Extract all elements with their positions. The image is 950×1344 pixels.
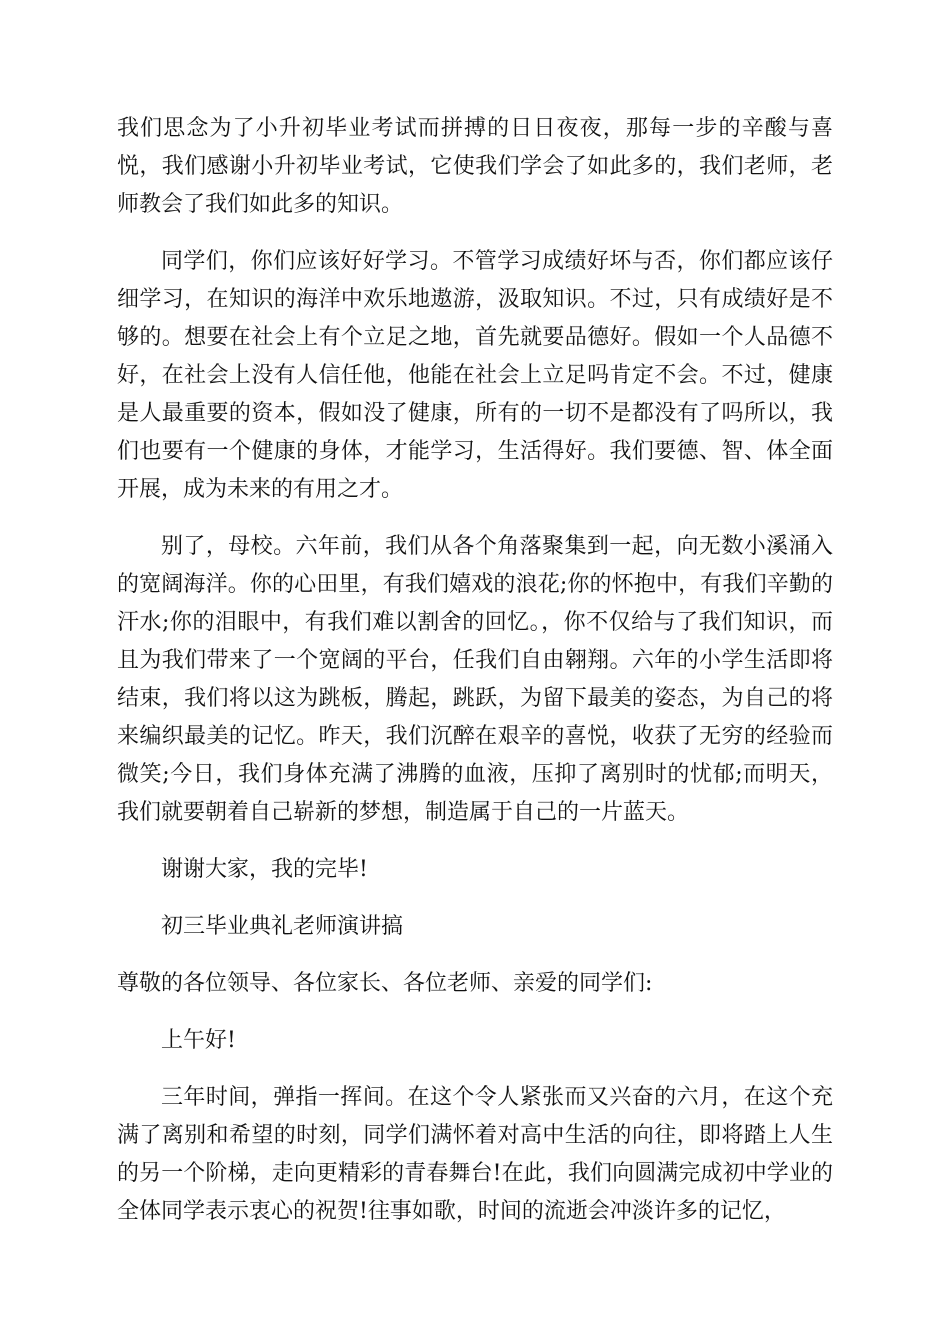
paragraph-text: 别了，母校。六年前，我们从各个角落聚集到一起，向无数小溪涌入的宽阔海洋。你的心田里，有我们嬉戏的浪花;你的怀抱中，有我们辛勤的汗水;你的泪眼中，有我们难以割舍的回忆。，你不仅给与了我们知识，而且为我们带来了一个宽阔的平台，任我们自由翱翔。六年的小学生活即将结束，我们将以这为跳板，腾起，跳跃，为留下最美的姿态，为自己的将来编织最美的记忆。昨天，我们沉醉在艰辛的喜悦，收获了无穷的经验而微笑;今日，我们身体充满了沸腾的血液，压抑了离别时的忧郁;而明天，我们就要朝着自己崭新的梦想，制造属于自己的一片蓝天。 [117,534,833,825]
salutation [117,965,833,1003]
section-title [117,908,833,946]
greeting-text: 上午好! [161,1028,236,1053]
section-title-text: 初三毕业典礼老师演讲搞 [161,914,404,939]
paragraph-text: 三年时间，弹指一挥间。在这个令人紧张而又兴奋的六月，在这个充满了离别和希望的时刻，同学们满怀着对高中生活的向往，即将踏上人生的另一个阶梯，走向更精彩的青春舞台!在此，我们向圆满完成初中学业的全体同学表示衷心的祝贺!往事如歌，时间的流逝会冲淡许多的记忆， [117,1085,833,1224]
greeting [117,1022,833,1060]
salutation-text: 尊敬的各位领导、各位家长、各位老师、亲爱的同学们: [117,971,653,996]
paragraph-closing-thanks [117,851,833,889]
paragraph-farewell-school [117,528,833,832]
paragraph-gratitude [117,110,833,224]
document-body [117,110,833,1231]
paragraph-text: 谢谢大家，我的完毕! [161,857,368,882]
paragraph-text: 同学们，你们应该好好学习。不管学习成绩好坏与否，你们都应该仔细学习，在知识的海洋中欢乐地遨游，汲取知识。不过，只有成绩好是不够的。想要在社会上有个立足之地，首先就要品德好。假如一个人品德不好，在社会上没有人信任他，他能在社会上立足吗肯定不会。不过，健康是人最重要的资本，假如没了健康，所有的一切不是都没有了吗所以，我们也要有一个健康的身体，才能学习，生活得好。我们要德、智、体全面开展，成为未来的有用之才。 [117,249,833,502]
paragraph-study-advice [117,243,833,509]
paragraph-text: 我们思念为了小升初毕业考试而拼搏的日日夜夜，那每一步的辛酸与喜悦，我们感谢小升初毕业考试，它使我们学会了如此多的，我们老师，老师教会了我们如此多的知识。 [117,116,833,217]
paragraph-three-years [117,1079,833,1231]
